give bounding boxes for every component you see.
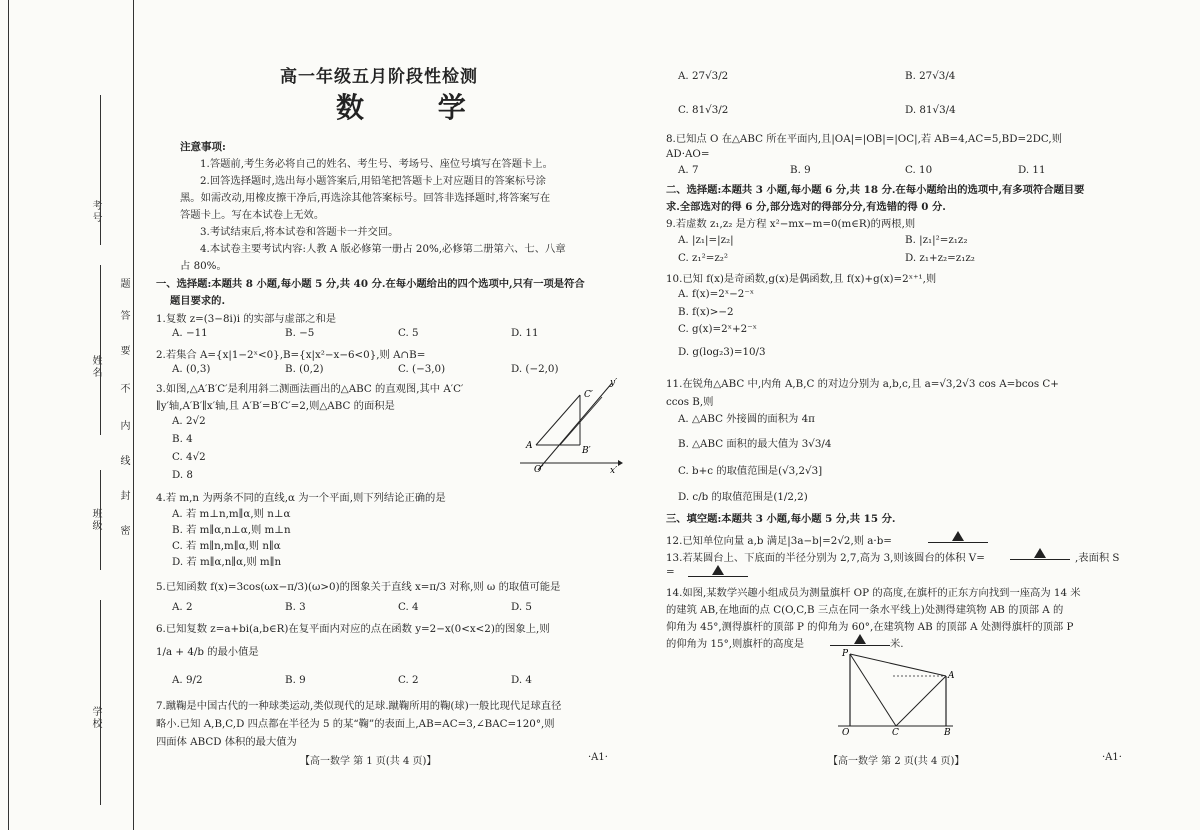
left-lines-line: C. (−3,0) (398, 363, 446, 375)
q14-label-b: B (944, 728, 951, 736)
seal-char-1: 题 (118, 278, 129, 290)
q3-label-x: x′ (610, 466, 618, 475)
right-lines-line: D. 81√3/4 (905, 104, 956, 116)
right-lines-line: 11.在锐角△ABC 中,内角 A,B,C 的对边分别为 a,b,c,且 a=√3,2√3 cos A=bcos C+ (666, 378, 1059, 390)
left-lines-line: A. (0,3) (172, 363, 211, 375)
seal-char-5: 内 (118, 420, 129, 432)
notice-item-2b: 黑。如需改动,用橡皮擦干净后,再选涂其他答案标号。回答非选择题时,将答案写在 (180, 192, 551, 204)
label-name: 姓名 (90, 355, 101, 379)
left-lines-line: ∥y′轴,A′B′∥x′轴,且 A′B′=B′C′=2,则△ABC 的面积是 (156, 400, 395, 412)
left-lines-line: 3.如图,△A′B′C′是利用斜二测画法画出的△ABC 的直观图,其中 A′C′ (156, 383, 464, 395)
left-lines-line: A. 若 m⊥n,m∥α,则 n⊥α (172, 508, 291, 520)
left-lines-line: B. 9 (285, 674, 306, 686)
right-lines-line: A. △ABC 外接圆的面积为 4π (678, 413, 815, 425)
right-lines-line: D. 11 (1018, 164, 1046, 176)
seal-char-7: 封 (118, 490, 129, 502)
seal-char-2: 答 (118, 310, 129, 322)
q3-label-o: O′ (534, 465, 544, 475)
right-lines-line: A. 7 (678, 164, 699, 176)
left-lines-line: A. 9/2 (172, 674, 203, 686)
left-lines-line: D. 若 m∥α,n∥α,则 m∥n (172, 556, 282, 568)
right-lines-line: 仰角为 45°,测得旗杆的顶部 P 的仰角为 60°,在建筑物 AB 的顶部 A 处测得旗杆的顶部 P (666, 621, 1074, 633)
left-lines-line: 四面体 ABCD 体积的最大值为 (156, 736, 297, 748)
left-lines-line: A. 2√2 (172, 415, 206, 427)
right-lines-line: ,表面积 S (1075, 552, 1120, 564)
label-school: 学校 (90, 706, 101, 730)
notice-heading: 注意事项: (180, 141, 226, 153)
left-lines-line: C. 5 (398, 327, 419, 339)
q14-label-a: A (948, 671, 955, 681)
left-lines-line: C. 若 m∥n,m∥α,则 n∥α (172, 540, 281, 552)
notice-item-1: 1.答题前,考生务必将自己的姓名、考生号、考场号、座位号填写在答题卡上。 (200, 158, 553, 170)
right-lines-line: B. 9 (790, 164, 811, 176)
seal-char-8: 密 (118, 525, 129, 537)
left-lines-line: 2.若集合 A={x|1−2ˣ<0},B={x|x²−x−6<0},则 A∩B= (156, 349, 426, 361)
right-lines-line: = (666, 566, 675, 578)
seal-char-6: 线 (118, 455, 129, 467)
left-lines-line: B. 若 m∥α,n⊥α,则 m⊥n (172, 524, 291, 536)
right-lines-line: B. |z₁|²=z₁z₂ (905, 234, 968, 246)
left-lines-line: D. (−2,0) (511, 363, 559, 375)
right-lines-line: B. f(x)>−2 (678, 306, 734, 318)
left-lines-line: D. 11 (511, 327, 539, 339)
q13-answer-blank-v (1010, 547, 1070, 560)
q14-label-c: C (892, 728, 899, 736)
left-lines-line: B. −5 (285, 327, 315, 339)
left-lines-line: D. 8 (172, 469, 193, 481)
left-lines-line: B. (0,2) (285, 363, 324, 375)
right-lines-line: ccos B,则 (666, 396, 714, 408)
right-lines-line: A. 27√3/2 (678, 70, 729, 82)
right-lines-line: C. g(x)=2ˣ+2⁻ˣ (678, 323, 758, 335)
subject-title: 数 学 (336, 91, 498, 124)
left-footer-code: ·A1· (588, 752, 608, 763)
right-footer-code: ·A1· (1102, 752, 1122, 763)
notice-item-2: 2.回答选择题时,选出每小题答案后,用铅笔把答题卡上对应题目的答案标号涂 (200, 175, 546, 187)
q12-answer-blank (928, 530, 988, 543)
right-lines-line: C. 10 (905, 164, 933, 176)
right-lines-line: 13.若某圆台上、下底面的半径分别为 2,7,高为 3,则该圆台的体积 V= (666, 552, 985, 564)
section2-heading-2: 求.全部选对的得 6 分,部分选对的得部分分,有选错的得 0 分. (666, 201, 946, 213)
right-lines-line: 8.已知点 O 在△ABC 所在平面内,且|OA|=|OB|=|OC|,若 AB=4,AC=5,BD=2DC,则 (666, 133, 1062, 145)
left-lines-line: 7.蹴鞠是中国古代的一种球类运动,类似现代的足球.蹴鞠所用的鞠(球)一般比现代足球直径 (156, 700, 562, 712)
left-lines-line: C. 2 (398, 674, 419, 686)
left-lines-line: C. 4√2 (172, 451, 206, 463)
notice-item-2c: 答题卡上。写在本试卷上无效。 (180, 209, 325, 221)
right-lines-line: 10.已知 f(x)是奇函数,g(x)是偶函数,且 f(x)+g(x)=2ˣ⁺¹,则 (666, 273, 937, 285)
q14-figure (838, 646, 958, 736)
right-lines-line: 14.如图,某数学兴趣小组成员为测量旗杆 OP 的高度,在旗杆的正东方向找到一座高为 14 米 (666, 587, 1081, 599)
left-lines-line: 6.已知复数 z=a+bi(a,b∈R)在复平面内对应的点在函数 y=2−x(0<x<2)的图象上,则 (156, 623, 550, 635)
seal-char-4: 不 (118, 383, 129, 395)
left-lines-line: B. 4 (172, 433, 193, 445)
right-lines-line: D. z₁+z₂=z₁z₂ (905, 252, 975, 264)
left-lines-line: 1/a + 4/b 的最小值是 (156, 646, 259, 658)
section1-heading-2: 题目要求的. (170, 295, 226, 307)
right-lines-line: B. △ABC 面积的最大值为 3√3/4 (678, 438, 832, 450)
right-lines-line: 9.若虚数 z₁,z₂ 是方程 x²−mx−m=0(m∈R)的两根,则 (666, 218, 916, 230)
right-lines-line: C. 81√3/2 (678, 104, 729, 116)
right-lines-line: C. b+c 的取值范围是(√3,2√3] (678, 465, 823, 477)
left-lines-line: 4.若 m,n 为两条不同的直线,α 为一个平面,则下列结论正确的是 (156, 492, 446, 504)
left-lines-line: B. 3 (285, 601, 306, 613)
notice-item-4: 4.本试卷主要考试内容:人教 A 版必修第一册占 20%,必修第二册第六、七、八章 (200, 243, 566, 255)
section1-heading: 一、选择题:本题共 8 小题,每小题 5 分,共 40 分.在每小题给出的四个选项中,只有一项是符合 (156, 278, 585, 290)
q14-answer-blank (830, 633, 890, 646)
right-lines-line: B. 27√3/4 (905, 70, 956, 82)
right-lines-line: 12.已知单位向量 a,b 满足|3a−b|=2√2,则 a·b= (666, 535, 892, 547)
left-lines-line: A. −11 (172, 327, 208, 339)
exam-title: 高一年级五月阶段性检测 (280, 67, 478, 87)
label-exam-number: 考号 (90, 200, 101, 224)
q3-label-a: A (526, 441, 533, 451)
section2-heading: 二、选择题:本题共 3 小题,每小题 6 分,共 18 分.在每小题给出的选项中,有多项符合题目要 (666, 184, 1085, 196)
right-lines-line: C. z₁²=z₂² (678, 252, 729, 264)
left-lines-line: 5.已知函数 f(x)=3cos(ωx−π/3)(ω>0)的图象关于直线 x=π/3 对称,则 ω 的取值可能是 (156, 581, 561, 593)
right-lines-line: D. g(log₂3)=10/3 (678, 346, 766, 358)
right-lines-line: 的建筑 AB,在地面的点 C(O,C,B 三点在同一条水平线上)处测得建筑物 AB 的顶部 A 的 (666, 604, 1064, 616)
seal-char-3: 要 (118, 345, 129, 357)
right-lines-line: D. c/b 的取值范围是(1/2,2) (678, 491, 808, 503)
q14-label-o: O (842, 728, 850, 736)
right-footer: 【高一数学 第 2 页(共 4 页)】 (828, 756, 965, 767)
q13-answer-blank-s (688, 564, 748, 577)
left-footer: 【高一数学 第 1 页(共 4 页)】 (300, 756, 437, 767)
section3-heading: 三、填空题:本题共 3 小题,每小题 5 分,共 15 分. (666, 513, 896, 525)
right-lines-line: 米. (890, 638, 904, 650)
notice-item-3: 3.考试结束后,将本试卷和答题卡一并交回。 (200, 226, 399, 238)
left-lines-line: C. 4 (398, 601, 419, 613)
right-lines-line: A. f(x)=2ˣ−2⁻ˣ (678, 288, 755, 300)
left-lines-line: D. 4 (511, 674, 532, 686)
label-class: 班级 (90, 508, 101, 532)
left-lines-line: 略小.已知 A,B,C,D 四点都在半径为 5 的某“鞠”的表面上,AB=AC=3,∠BAC=120°,则 (156, 718, 555, 730)
q3-label-c: C′ (584, 390, 593, 400)
left-lines-line: 1.复数 z=(3−8i)i 的实部与虚部之和是 (156, 313, 337, 325)
q3-label-y: y′ (610, 378, 618, 388)
notice-item-4b: 占 80%。 (180, 260, 227, 272)
right-lines-line: 的仰角为 15°,则旗杆的高度是 (666, 638, 805, 650)
q3-label-b: B′ (582, 446, 591, 456)
right-lines-line: AD·AO= (666, 148, 710, 160)
right-lines-line: A. |z₁|=|z₂| (678, 234, 734, 246)
left-lines-line: A. 2 (172, 601, 193, 613)
left-lines-line: D. 5 (511, 601, 532, 613)
q14-label-p: P (842, 649, 849, 659)
